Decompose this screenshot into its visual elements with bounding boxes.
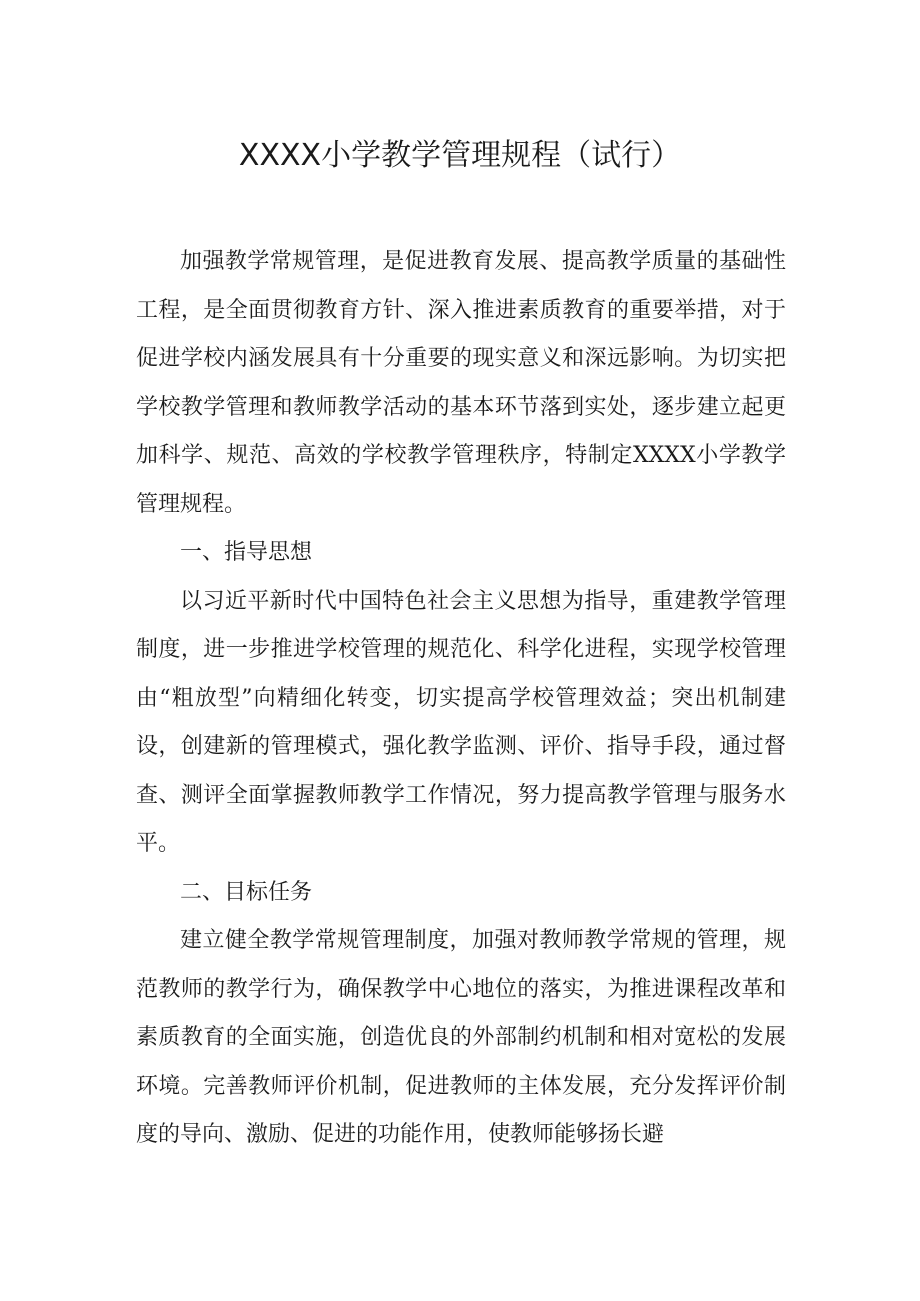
section-text-objectives: 建立健全教学常规管理制度，加强对教师教学常规的管理，规范教师的教学行为，确保教学中心地位的落实，为推进课程改革和素质教育的全面实施，创造优良的外部制约机制和相对宽松的发展环境。完善教师评价机制，促进教师的主体发展，充分发挥评价制度的导向、激励、促进的功能作用，使教师能够扬长避 (136, 928, 786, 1147)
document-body (136, 238, 786, 1160)
document-title: XXXX小学教学管理规程（试行） (238, 138, 682, 173)
section-heading-objectives: 二、目标任务 (180, 879, 313, 905)
section-heading-guiding-ideology: 一、指导思想 (180, 540, 313, 565)
intro-paragraph: 加强教学常规管理，是促进教育发展、提高教学质量的基础性工程，是全面贯彻教育方针、深入推进素质教育的重要举措，对于促进学校内涵发展具有十分重要的现实意义和深远影响。为切实把学校教学管理和教师教学活动的基本环节落到实处，逐步建立起更加科学、规范、高效的学校教学管理秩序，特制定XXXX小学教学管理规程。 (136, 249, 786, 517)
section-text-guiding-ideology: 以习近平新时代中国特色社会主义思想为指导，重建教学管理制度，进一步推进学校管理的规范化、科学化进程，实现学校管理由“粗放型”向精细化转变，切实提高学校管理效益；突出机制建设，创建新的管理模式，强化教学监测、评价、指导手段，通过督查、测评全面掌握教师教学工作情况，努力提高教学管理与服务水平。 (136, 588, 786, 856)
